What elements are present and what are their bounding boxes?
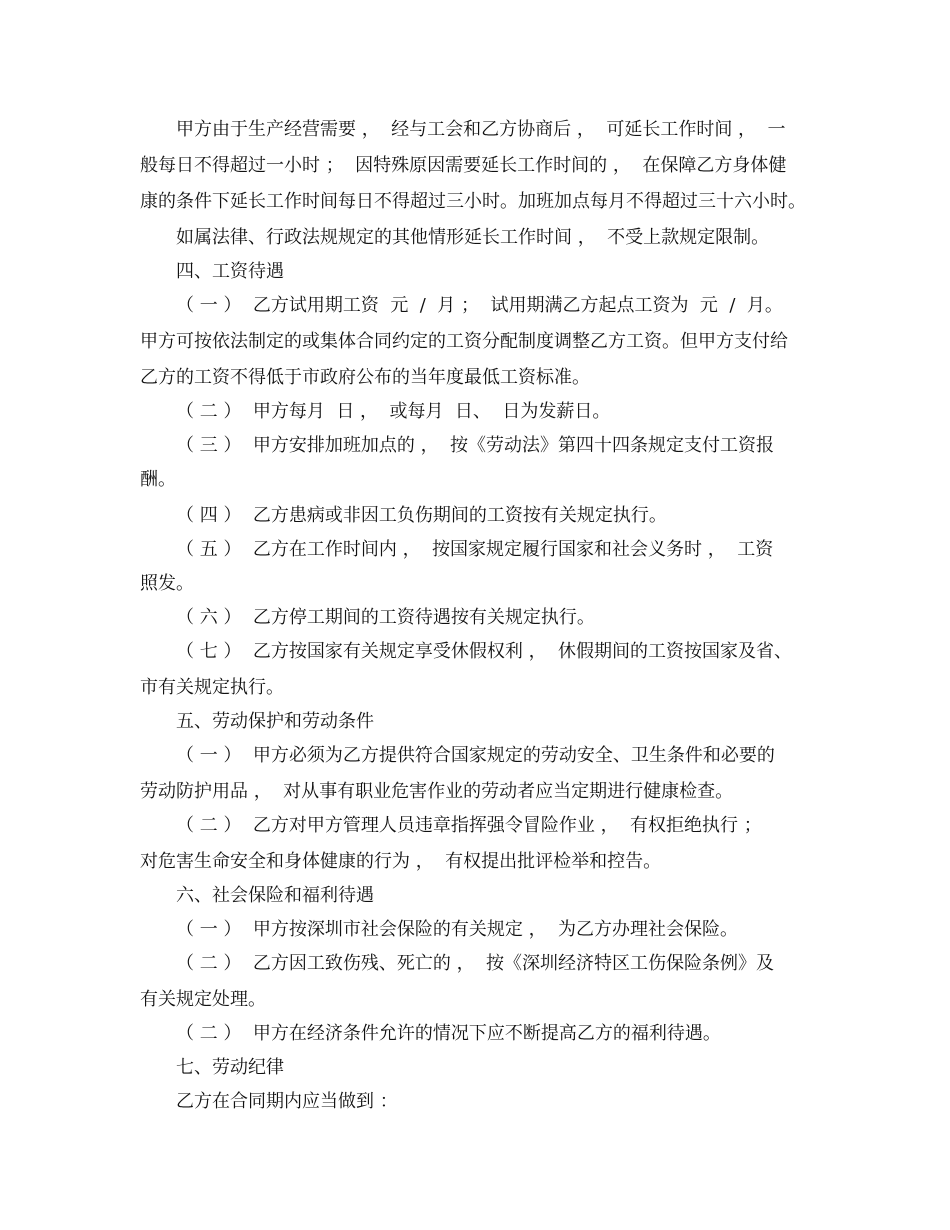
paragraph-line: （ 五 ） 乙方在工作时间内 ， 按国家规定履行国家和社会义务时 ， 工资 — [176, 539, 774, 560]
paragraph-line: 对危害生命安全和身体健康的行为 ， 有权提出批评检举和控告。 — [140, 851, 662, 872]
paragraph-line: （ 三 ） 甲方安排加班加点的 ， 按《劳动法》第四十四条规定支付工资报 — [176, 435, 775, 456]
paragraph-line: （ 一 ） 乙方试用期工资 元 / 月 ； 试用期满乙方起点工资为 元 / 月。 — [176, 295, 783, 316]
paragraph-line: （ 七 ） 乙方按国家有关规定享受休假权利 ， 休假期间的工资按国家及省、 — [176, 641, 793, 662]
section-heading-social-insurance: 六、社会保险和福利待遇 — [176, 885, 374, 906]
paragraph-line: 照发。 — [140, 573, 194, 594]
paragraph-line: 乙方的工资不得低于市政府公布的当年度最低工资标准。 — [140, 367, 590, 388]
paragraph-line: 市有关规定执行。 — [140, 677, 284, 698]
section-heading-wages: 四、工资待遇 — [176, 261, 284, 282]
paragraph-line: （ 二 ） 甲方在经济条件允许的情况下应不断提高乙方的福利待遇。 — [176, 1023, 721, 1044]
paragraph-line: 劳动防护用品 ， 对从事有职业危害作业的劳动者应当定期进行健康检查。 — [140, 781, 734, 802]
paragraph-line: （ 二 ） 甲方每月 日 ， 或每月 日、 日为发薪日。 — [176, 401, 611, 422]
paragraph-line: （ 六 ） 乙方停工期间的工资待遇按有关规定执行。 — [176, 607, 595, 628]
paragraph-line: 康的条件下延长工作时间每日不得超过三小时。加班加点每月不得超过三十六小时。 — [140, 191, 806, 212]
paragraph-line: 甲方由于生产经营需要 ， 经与工会和乙方协商后 ， 可延长工作时间 ， 一 — [176, 119, 786, 140]
paragraph-line: （ 二 ） 乙方对甲方管理人员违章指挥强令冒险作业 ， 有权拒绝执行 ； — [176, 815, 762, 836]
paragraph-line: 有关规定处理。 — [140, 989, 266, 1010]
section-heading-labor-protection: 五、劳动保护和劳动条件 — [176, 711, 374, 732]
paragraph-line: （ 四 ） 乙方患病或非因工负伤期间的工资按有关规定执行。 — [176, 505, 667, 526]
paragraph-line: 乙方在合同期内应当做到 ： — [176, 1091, 398, 1112]
paragraph-line: 如属法律、行政法规规定的其他情形延长工作时间 ， 不受上款规定限制。 — [176, 227, 770, 248]
paragraph-line: （ 一 ） 甲方必须为乙方提供符合国家规定的劳动安全、卫生条件和必要的 — [176, 745, 775, 766]
section-heading-labor-discipline: 七、劳动纪律 — [176, 1057, 284, 1078]
paragraph-line: （ 一 ） 甲方按深圳市社会保险的有关规定 ， 为乙方办理社会保险。 — [176, 919, 739, 940]
paragraph-line: 般每日不得超过一小时 ； 因特殊原因需要延长工作时间的 ， 在保障乙方身体健 — [140, 155, 787, 176]
paragraph-line: 酬。 — [140, 469, 176, 490]
paragraph-line: （ 二 ） 乙方因工致伤残、死亡的 ， 按《深圳经济特区工伤保险条例》及 — [176, 953, 775, 974]
paragraph-line: 甲方可按依法制定的或集体合同约定的工资分配制度调整乙方工资。但甲方支付给 — [140, 331, 788, 352]
